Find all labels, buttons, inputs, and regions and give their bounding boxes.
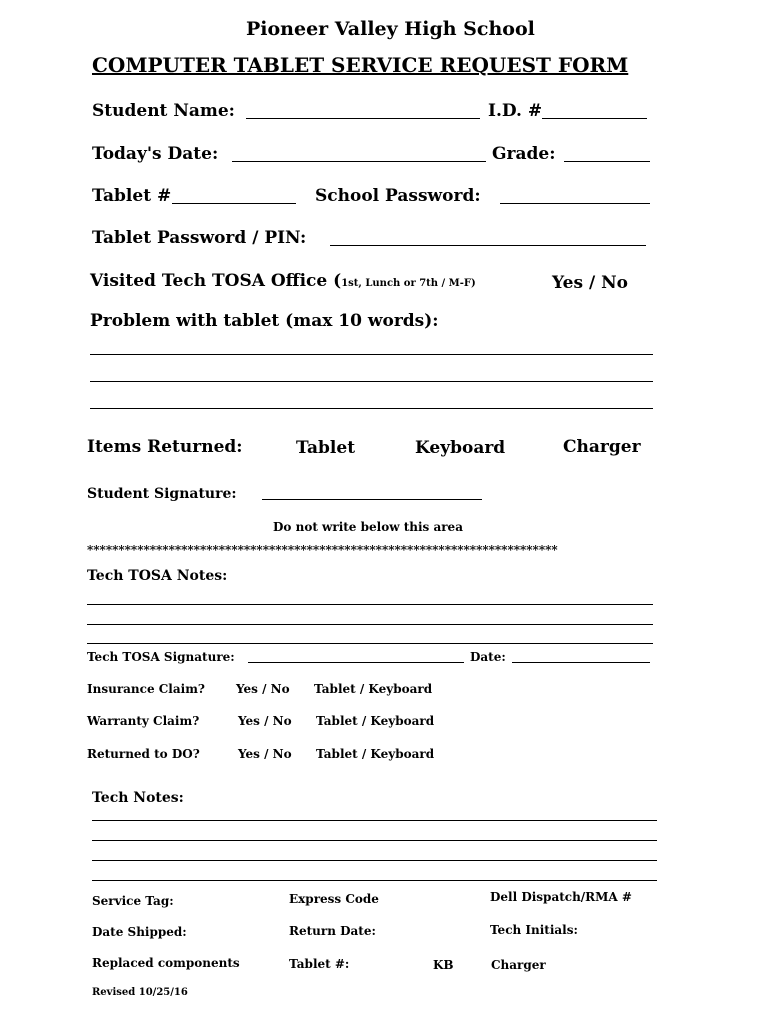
insurance-claim-device[interactable]: Tablet / Keyboard [314,682,433,696]
warranty-claim-device[interactable]: Tablet / Keyboard [316,714,435,728]
tosa-notes-line-3[interactable] [87,643,653,644]
school-name: Pioneer Valley High School [246,18,535,40]
tablet-password-label: Tablet Password / PIN: [92,228,307,248]
items-returned-keyboard[interactable]: Keyboard [415,438,506,458]
student-signature-label: Student Signature: [87,486,237,502]
tosa-signature-label: Tech TOSA Signature: [87,650,235,664]
visited-office-prefix: Visited Tech TOSA Office ( [90,271,342,291]
tosa-notes-label: Tech TOSA Notes: [87,568,228,584]
id-line[interactable] [542,118,647,119]
tech-initials-label: Tech Initials: [490,923,578,937]
revised-date: Revised 10/25/16 [92,987,188,998]
separator-line: *************************************************************************** [87,543,558,557]
return-date-label: Return Date: [289,924,376,938]
tosa-notes-line-1[interactable] [87,604,653,605]
tech-notes-line-2[interactable] [92,840,657,841]
tosa-notes-line-2[interactable] [87,624,653,625]
form-title: COMPUTER TABLET SERVICE REQUEST FORM [92,53,629,77]
problem-line-3[interactable] [90,408,653,409]
grade-line[interactable] [564,161,650,162]
id-label: I.D. # [488,101,543,121]
warranty-claim-yes-no[interactable]: Yes / No [238,714,292,728]
insurance-claim-yes-no[interactable]: Yes / No [236,682,290,696]
dell-dispatch-label: Dell Dispatch/RMA # [490,890,632,904]
items-returned-charger[interactable]: Charger [563,437,641,457]
tech-notes-label: Tech Notes: [92,790,184,806]
tosa-date-label: Date: [470,650,506,664]
items-returned-label: Items Returned: [87,437,243,457]
tablet-number-label: Tablet # [92,186,172,206]
grade-label: Grade: [492,144,556,164]
school-password-line[interactable] [500,203,650,204]
tosa-date-line[interactable] [512,662,650,663]
replaced-charger-label: Charger [491,958,546,972]
student-name-line[interactable] [246,118,480,119]
todays-date-label: Today's Date: [92,144,219,164]
visited-office-times: 1st, Lunch or 7th / M-F) [341,278,476,289]
service-tag-label: Service Tag: [92,894,174,908]
do-not-write-note: Do not write below this area [273,520,463,534]
returned-to-do-yes-no[interactable]: Yes / No [238,747,292,761]
returned-to-do-device[interactable]: Tablet / Keyboard [316,747,435,761]
replaced-components-label: Replaced components [92,956,240,970]
problem-label: Problem with tablet (max 10 words): [90,311,439,331]
tablet-number-line[interactable] [172,203,296,204]
insurance-claim-label: Insurance Claim? [87,682,205,696]
todays-date-line[interactable] [232,161,486,162]
tech-notes-line-1[interactable] [92,820,657,821]
warranty-claim-label: Warranty Claim? [87,714,200,728]
problem-line-1[interactable] [90,354,653,355]
replaced-tablet-label: Tablet #: [289,957,350,971]
tosa-signature-line[interactable] [248,662,464,663]
student-signature-line[interactable] [262,499,482,500]
student-name-label: Student Name: [92,101,235,121]
visited-office-label [90,271,476,291]
visited-office-options: Yes / No [552,273,628,293]
tech-notes-line-3[interactable] [92,860,657,861]
date-shipped-label: Date Shipped: [92,925,187,939]
tablet-password-line[interactable] [330,245,646,246]
problem-line-2[interactable] [90,381,653,382]
tech-notes-line-4[interactable] [92,880,657,881]
items-returned-tablet[interactable]: Tablet [296,438,356,458]
express-code-label: Express Code [289,892,379,906]
school-password-label: School Password: [315,186,481,206]
returned-to-do-label: Returned to DO? [87,747,200,761]
replaced-kb-label: KB [433,958,454,972]
